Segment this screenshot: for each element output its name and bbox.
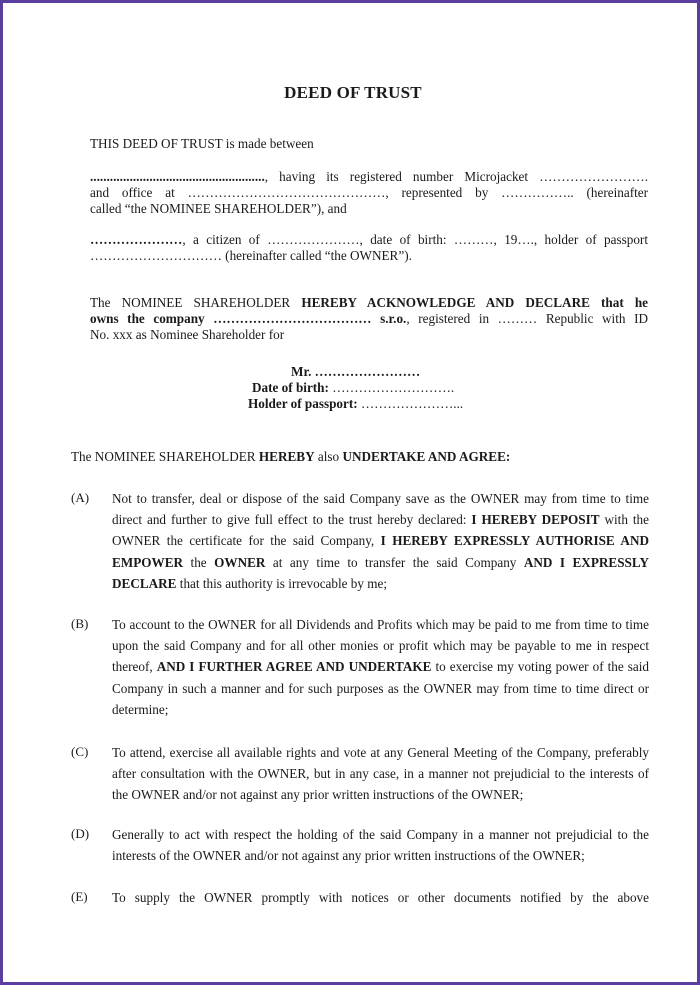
- party-two-line-2: ………………………… (hereinafter called “the OWNER”).: [90, 248, 412, 263]
- item-e-label: (E): [71, 889, 88, 904]
- party-two-block: [90, 232, 648, 264]
- ack-line-2: owns the company ……………………………… s.r.o., registered in ……… Republic with ID: [90, 311, 648, 326]
- item-d-text: Generally to act with respect the holding of the said Company in a manner not prejudicial to the interests of the OWNER and/or not against any prior written instructions of the OWNER;: [112, 827, 649, 864]
- party-one-line-3: called “the NOMINEE SHAREHOLDER”), and: [90, 201, 347, 216]
- party-two-name-blank: …………………: [90, 232, 183, 247]
- item-a-text: Not to transfer, deal or dispose of the said Company save as the OWNER may from time to time direct and further to give full effect to the trust hereby declared: I HEREBY DEPOSIT with the OWNER the certificate for the said Company, I HEREBY EXPRESSLY AUTHORISE AND EMPOWER the OWNER at any time to transfer the said Company AND I EXPRESSLY DECLARE that this authority is irrevocable by me;: [112, 491, 650, 591]
- holder-mr: Mr. ……………………: [291, 364, 421, 379]
- item-b-label: (B): [71, 616, 89, 631]
- holder-passport: Holder of passport: …………………...: [248, 396, 464, 411]
- item-e-text: To supply the OWNER promptly with notices or other documents notified by the above: [112, 890, 649, 905]
- holder-dob: Date of birth: ……………………….: [252, 380, 455, 395]
- party-one-line-2: and office at ………………………………………, represented by …………….. (hereinafter: [90, 185, 648, 200]
- ack-line-1: The NOMINEE SHAREHOLDER HEREBY ACKNOWLEDGE AND DECLARE that he: [90, 295, 649, 310]
- item-b-text: To account to the OWNER for all Dividends and Profits which may be paid to me from time to time upon the said Company and for all other monies or profit which may be payable to me in respect thereof, AND I FURTHER AGREE AND UNDERTAKE to exercise my voting power of the said Company in such a manner and for such purposes as the OWNER may from time to time direct or determine;: [112, 617, 650, 717]
- holder-details-block: [3, 364, 700, 412]
- item-d-label: (D): [71, 826, 90, 841]
- acknowledgement-block: [90, 295, 648, 343]
- item-c-label: (C): [71, 744, 89, 759]
- item-c-text: To attend, exercise all available rights and vote at any General Meeting of the Company, preferably after consultation with the OWNER, but in any case, in a manner not prejudicial to the interests of the OWNER and/or not against any prior written instructions of the OWNER;: [112, 745, 649, 803]
- party-one-name-blank: .....................................................: [90, 169, 265, 184]
- item-a-label: (A): [71, 490, 90, 505]
- intro-line: THIS DEED OF TRUST is made between: [90, 136, 314, 151]
- party-two-line-1: …………………, a citizen of …………………, date of birth: ………, 19…., holder of passport: [90, 232, 648, 247]
- undertake-heading: The NOMINEE SHAREHOLDER HEREBY also UNDERTAKE AND AGREE:: [71, 449, 511, 464]
- party-one-line-1: ....................................................., having its registered number Microjacket …………………….: [90, 169, 648, 184]
- document-title: DEED OF TRUST: [284, 83, 422, 102]
- ack-line-3: No. xxx as Nominee Shareholder for: [90, 327, 285, 342]
- party-one-block: [90, 169, 648, 217]
